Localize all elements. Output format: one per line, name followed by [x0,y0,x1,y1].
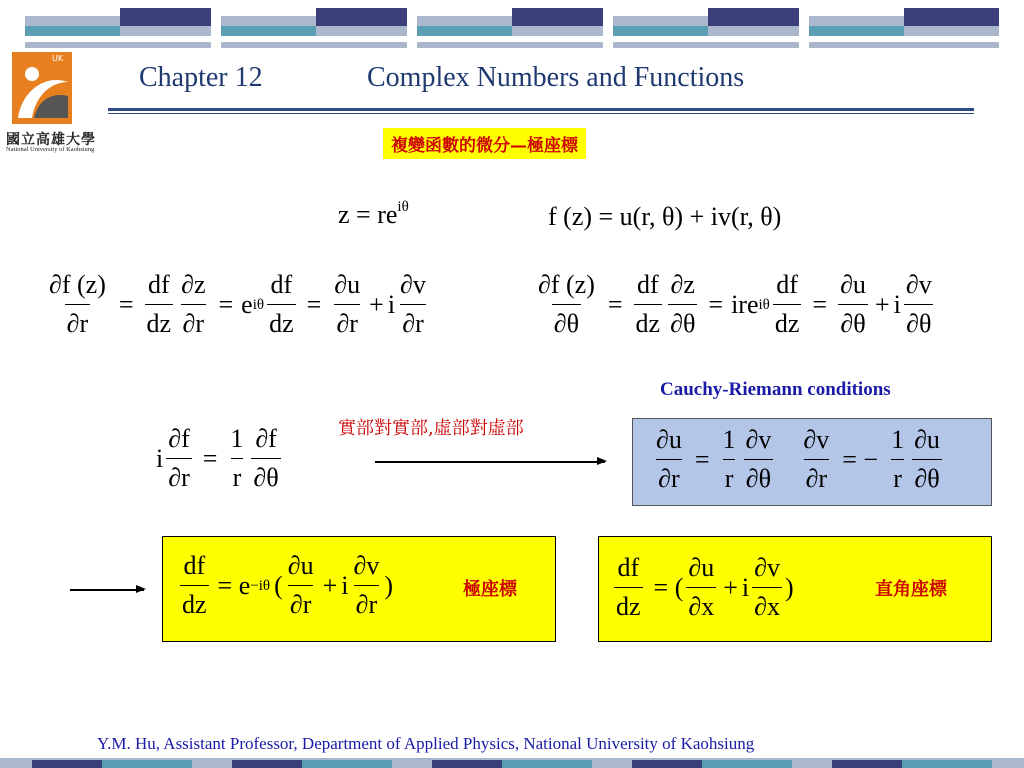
derivative-r-equation: $\frac{\partial f (z)}{\partial r}$ = $\frac{df}{dz}$ $\frac{\partial z}{\partial r}$ = e iθ $\frac{df}{dz}$ = $\frac{\partial u}{\partial r}$ + i $\frac{\partial v}{\partial r}$ [49,270,426,338]
section-title: 複變函數的微分—極座標 [383,128,586,159]
fraction: $\frac{df}{dz}$ [269,270,294,338]
fraction: $\frac{\partial f (z)}{\partial r}$ [49,270,106,338]
fraction: $\frac{\partial v}{\partial r}$ [400,270,426,338]
deco-block [417,8,603,48]
fraction: $\frac{1}{r}$ [722,425,736,493]
fraction: $\frac{\partial u}{\partial x}$ [688,553,715,621]
footer-credit: Y.M. Hu, Assistant Professor, Department of Applied Physics, National University of Kaohsiung [97,734,755,753]
fraction: $\frac{df}{dz}$ [774,270,800,338]
fraction: $\frac{\partial v}{\partial r}$ [803,425,830,493]
z-def-text: z = re [338,200,398,229]
logo-badge: UK [52,54,64,63]
arrow-right [70,589,144,591]
polar-result-box [162,536,556,642]
fraction: $\frac{\partial z}{\partial r}$ [181,270,206,338]
university-name-en: National University of Kaohsiung [6,146,95,153]
cauchy-riemann-label: Cauchy-Riemann conditions [660,379,891,400]
fraction: $\frac{\partial v}{\partial x}$ [754,553,780,621]
cartesian-result-box [598,536,992,642]
fraction: $\frac{\partial f}{\partial r}$ [168,424,190,492]
cartesian-label: 直角座標 [875,579,947,600]
real-imag-note: 實部對實部,虛部對虛部 [338,418,524,439]
fraction: $\frac{\partial u}{\partial\theta}$ [914,425,940,493]
title-rule-thin [108,113,974,114]
fraction: $\frac{\partial v}{\partial r}$ [353,551,380,619]
cartesian-derivative-equation: $\frac{df}{dz}$ = ( $\frac{\partial u}{\partial x}$ + i $\frac{\partial v}{\partial x}$ ) [616,553,794,621]
university-name-cn: 國立高雄大學 [6,132,96,148]
fraction: $\frac{df}{dz}$ [182,551,207,619]
f-definition: f (z) = u(r, θ) + iv(r, θ) [548,202,782,231]
equate-equation: i $\frac{\partial f}{\partial r}$ = $\frac{1}{r}$ $\frac{\partial f}{\partial\theta}$ [156,424,279,492]
bottom-decoration [0,758,1024,768]
z-definition [338,199,409,229]
fraction: $\frac{\partial z}{\partial\theta}$ [670,270,696,338]
fraction: $\frac{1}{r}$ [230,424,244,492]
z-def-exponent: iθ [397,199,409,215]
arrow-right [375,461,605,463]
fraction: $\frac{\partial v}{\partial\theta}$ [745,425,772,493]
fraction: $\frac{\partial u}{\partial\theta}$ [840,270,866,338]
fraction: $\frac{1}{r}$ [891,425,905,493]
fraction: $\frac{df}{dz}$ [146,270,172,338]
title-rule [108,108,974,111]
deco-block [613,8,799,48]
deco-block [221,8,407,48]
deco-block [25,8,211,48]
deco-block [809,8,999,48]
cauchy-riemann-equations: $\frac{\partial u}{\partial r}$ = $\frac{1}{r}$ $\frac{\partial v}{\partial\theta}$ $\frac{\partial v}{\partial r}$ = − $\frac{1}{r}$ $\frac{\partial u}{\partial\theta}$ [656,425,940,493]
fraction: $\frac{df}{dz}$ [635,270,661,338]
chapter-label: Chapter 12 [139,62,263,93]
fraction: $\frac{df}{dz}$ [616,553,641,621]
cauchy-riemann-box [632,418,992,506]
fraction: $\frac{\partial u}{\partial r}$ [287,551,314,619]
polar-label: 極座標 [463,579,517,600]
fraction: $\frac{\partial u}{\partial r}$ [334,270,361,338]
fraction: $\frac{\partial v}{\partial\theta}$ [905,270,932,338]
fraction: $\frac{\partial f (z)}{\partial\theta}$ [538,270,595,338]
page-title: Complex Numbers and Functions [367,62,745,93]
fraction: $\frac{\partial f}{\partial\theta}$ [253,424,279,492]
derivative-theta-equation: $\frac{\partial f (z)}{\partial\theta}$ = $\frac{df}{dz}$ $\frac{\partial z}{\partial\theta}$ = ire iθ $\frac{df}{dz}$ = $\frac{\partial u}{\partial\theta}$ + i $\frac{\partial v}{\partial\theta}$ [538,270,932,338]
polar-derivative-equation: $\frac{df}{dz}$ = e −iθ ( $\frac{\partial u}{\partial r}$ + i $\frac{\partial v}{\partial r}$ ) [182,551,394,619]
university-logo [12,52,104,124]
fraction: $\frac{\partial u}{\partial r}$ [656,425,682,493]
